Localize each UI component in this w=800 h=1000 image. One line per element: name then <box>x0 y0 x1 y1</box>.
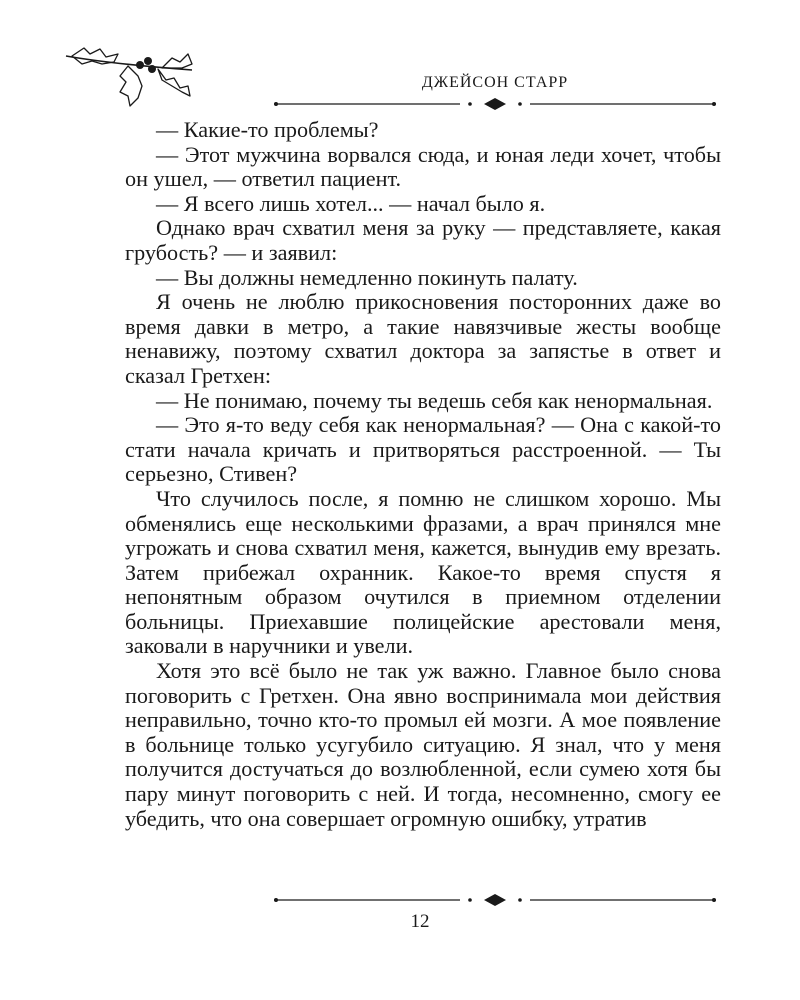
paragraph: Что случилось после, я помню не слишком хорошо. Мы обменялись еще несколькими фразами, а врач принялся мне угрожать и снова схватил меня, кажется, вынудив ему врезать. Затем прибежал охранник. Какое-то время спустя я непонятным образом очутился в приемном отделении больницы. Приехавшие полицейские арестовали меня, заковали в наручники и увели. <box>125 485 721 659</box>
holly-leaf-right <box>158 69 190 96</box>
header-ornamental-rule <box>270 96 720 112</box>
paragraph: — Я всего лишь хотел... — начал было я. <box>156 190 546 216</box>
paragraph: — Какие-то проблемы? <box>156 117 379 142</box>
paragraph: Я очень не люблю прикосновения посторонних даже во время давки в метро, а такие навязчивые жесты вообще ненавижу, поэтому схватил доктора за запястье в ответ и сказал Гретхен: <box>125 289 721 388</box>
holly-leaf-lower <box>120 66 142 106</box>
footer-ornamental-rule <box>270 892 720 908</box>
holly-berry <box>136 61 144 69</box>
page-number: 12 <box>410 911 430 932</box>
paragraph: Однако врач схватил меня за руку — представляете, какая грубость? — и заявил: <box>125 215 721 265</box>
paragraph: — Вы должны немедленно покинуть палату. <box>156 264 578 290</box>
holly-berry <box>148 65 156 73</box>
paragraph: — Не понимаю, почему ты ведешь себя как ненормальная. <box>156 387 713 413</box>
page-body-text <box>125 118 721 831</box>
paragraph: — Этот мужчина ворвался сюда, и юная леди хочет, чтобы он ушел, — ответил пациент. <box>125 141 721 192</box>
holly-branch-ornament <box>62 40 197 110</box>
running-head: ДЖЕЙСОН СТАРР <box>421 74 569 91</box>
paragraph: Хотя это всё было не так уж важно. Главное было снова поговорить с Гретхен. Она явно воспринимала мои действия неправильно, точно кто-то промыл ей мозги. А мое появление в больнице только усугубило ситуацию. Я знал, что у меня получится достучаться до возлюбленной, если сумею хотя бы пару минут поговорить с ней. И тогда, несомненно, смогу ее убедить, что она совершает огромную ошибку, утратив <box>125 658 721 831</box>
holly-leaf-left <box>72 48 118 64</box>
paragraph: — Это я-то веду себя как ненормальная? — Она с какой-то стати начала кричать и притворяться расстроенной. — Ты серьезно, Стивен? <box>125 412 721 487</box>
holly-leaf-top <box>162 54 192 68</box>
holly-berry <box>144 57 152 65</box>
